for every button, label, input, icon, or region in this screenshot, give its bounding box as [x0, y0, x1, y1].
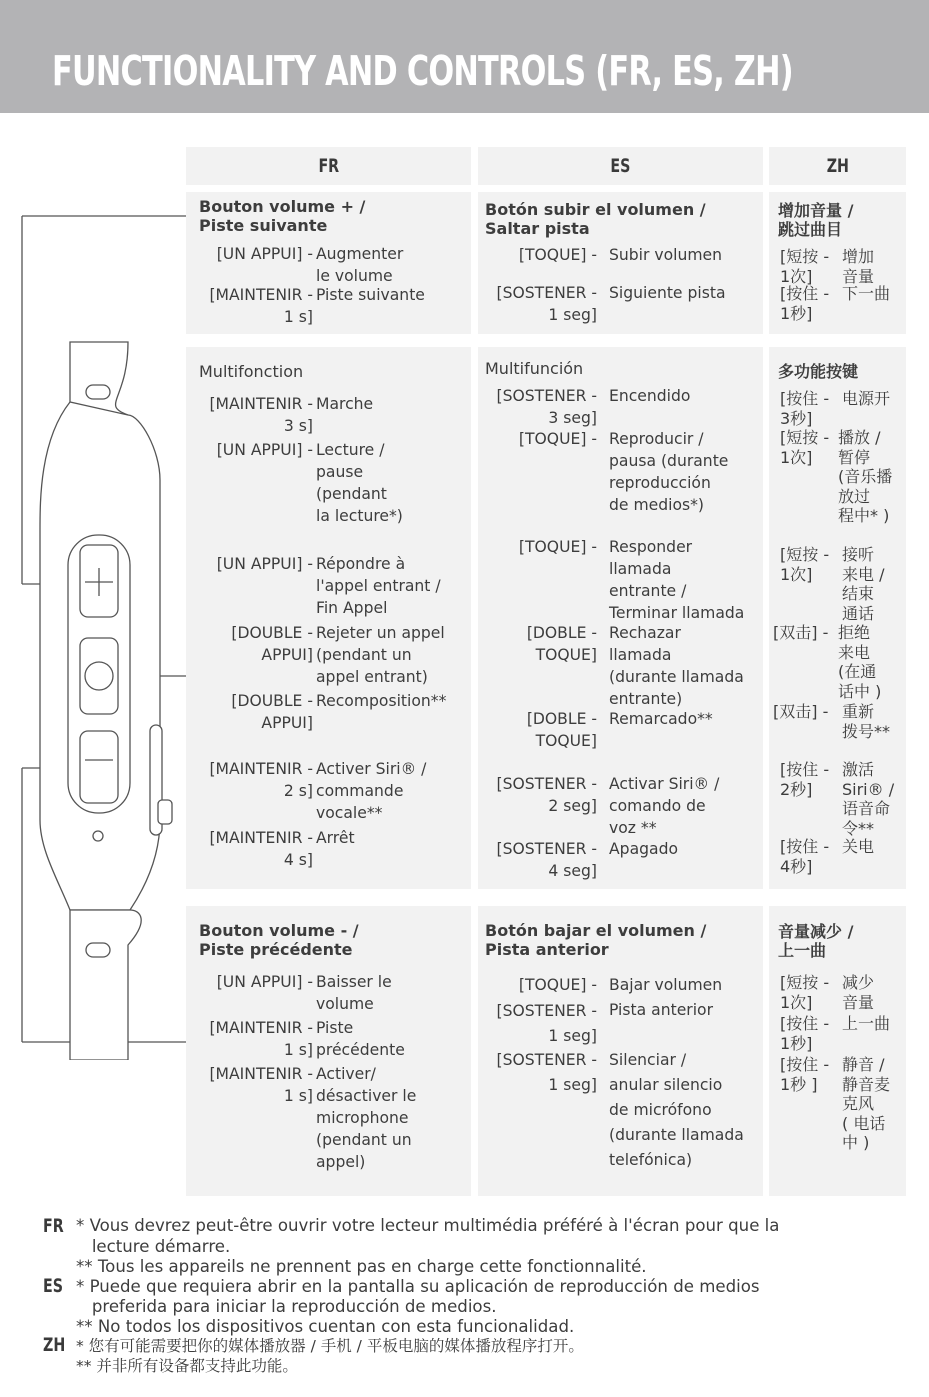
control-key: [SOSTENER - 4 seg] [496, 840, 597, 880]
control-action: Encendido [609, 387, 691, 405]
footnote-line: lecture démarre. [76, 1237, 231, 1256]
control-key: [TOQUE] - [518, 430, 597, 448]
footnote-line: * Vous devrez peut-être ouvrir votre lecteur multimédia préféré à l'écran pour que la [76, 1216, 780, 1235]
cell-title: 音量减少 / 上一曲 [778, 922, 854, 960]
cell-es-volume-down [478, 906, 763, 1196]
control-action: Activer Siri® / commande vocale** [316, 760, 427, 822]
control-key: [UN APPUI] - [216, 555, 313, 573]
cell-title: Botón bajar el volumen / Pista anterior [485, 921, 707, 959]
footnote-line: preferida para iniciar la reproducción de medios. [76, 1297, 497, 1316]
control-action: Siguiente pista [609, 284, 726, 302]
cell-title: Multifunción [485, 359, 584, 378]
control-key: [双击] - [773, 702, 829, 721]
control-key: [SOSTENER - 3 seg] [496, 387, 597, 427]
control-key: [按住 - 1秒 ] [780, 1055, 830, 1094]
control-key: [短按 - 1次] [780, 973, 830, 1012]
cell-title: Bouton volume + / Piste suivante [199, 197, 366, 235]
control-action: Piste suivante [316, 286, 425, 304]
control-key: [TOQUE] - [518, 246, 597, 264]
control-action: Subir volumen [609, 246, 723, 264]
control-key: [按住 - 1秒] [780, 284, 830, 323]
control-action: Répondre à l'appel entrant / Fin Appel [316, 555, 441, 617]
control-key: [MAINTENIR - 3 s] [209, 395, 313, 435]
footnote-lang-fr: FR [43, 1215, 64, 1237]
control-action: Activar Siri® / comando de voz ** [609, 775, 720, 837]
control-action: Recomposition** [316, 692, 447, 710]
control-key: [SOSTENER - 1 seg] [496, 1002, 597, 1045]
column-header-zh: ZH [769, 147, 906, 185]
control-key: [DOBLE - TOQUE] [526, 624, 597, 664]
control-action: Silenciar / anular silencio de micrófono (durante llamada telefónica) [609, 1051, 744, 1169]
cell-title: 多功能按键 [778, 362, 859, 381]
cell-title: Bouton volume - / Piste précédente [199, 921, 359, 959]
control-action: Bajar volumen [609, 976, 723, 994]
control-key: [UN APPUI] - [216, 441, 313, 459]
control-action: 关电 [842, 837, 875, 856]
control-key: [DOUBLE - APPUI] [231, 624, 313, 664]
control-key: [短按 - 1次] [780, 545, 830, 584]
footnote-line: * Puede que requiera abrir en la pantalla su aplicación de reproducción de medios [76, 1277, 760, 1296]
control-action: 增加 音量 [842, 247, 875, 286]
cell-zh-volume-down [769, 906, 906, 1196]
control-key: [MAINTENIR - 2 s] [209, 760, 313, 800]
control-action: 拒绝 来电 (在通 话中 ) [838, 623, 882, 701]
cell-zh-multifunction [769, 347, 906, 889]
control-action: 下一曲 [842, 284, 891, 303]
control-action: Augmenter le volume [316, 245, 404, 285]
control-key: [按住 - 1秒] [780, 1014, 830, 1053]
cell-fr-volume-down [186, 906, 471, 1196]
control-action: Reproducir / pausa (durante reproducción de medios*) [609, 430, 729, 514]
control-key: [MAINTENIR - 1 s] [209, 1019, 313, 1059]
footnote-line: ** No todos los dispositivos cuentan con esta funcionalidad. [76, 1317, 575, 1336]
control-action: 电源开 [842, 389, 891, 408]
control-action: Pista anterior [609, 1001, 713, 1019]
control-action: Remarcado** [609, 710, 713, 728]
cell-zh-volume-up [769, 192, 906, 334]
cell-fr-volume-up [186, 192, 471, 334]
control-action: 减少 音量 [842, 973, 875, 1012]
cell-es-multifunction [478, 347, 763, 889]
page-title: FUNCTIONALITY AND CONTROLS (FR, ES, ZH) [52, 47, 793, 95]
control-key: [按住 - 2秒] [780, 760, 830, 799]
control-key: [MAINTENIR - 1 s] [209, 1065, 313, 1105]
control-key: [MAINTENIR - 4 s] [209, 829, 313, 869]
control-key: [按住 - 3秒] [780, 389, 830, 428]
footnote-line: ** 并非所有设备都支持此功能。 [76, 1357, 298, 1375]
control-action: 上一曲 [842, 1014, 891, 1033]
control-action: 重新 拨号** [842, 702, 891, 741]
control-action: 激活 Siri® / 语音命 令** [842, 760, 895, 838]
cell-title: Multifonction [199, 362, 304, 381]
control-action: Arrêt [316, 829, 355, 847]
control-key: [DOUBLE - APPUI] [231, 692, 313, 732]
control-key: [按住 - 4秒] [780, 837, 830, 876]
column-header-fr: FR [186, 147, 471, 185]
remote-control-illustration [0, 200, 190, 1060]
page-header [0, 0, 929, 113]
control-action: Piste précédente [316, 1019, 405, 1059]
control-key: [SOSTENER - 1 seg] [496, 1051, 597, 1094]
cell-es-volume-up [478, 192, 763, 334]
control-action: Responder llamada entrante / Terminar llamada [609, 538, 745, 622]
footnote-lang-es: ES [43, 1275, 64, 1297]
cell-title: Botón subir el volumen / Saltar pista [485, 200, 706, 238]
footnote-line: * 您有可能需要把你的媒体播放器 / 手机 / 平板电脑的媒体播放程序打开。 [76, 1337, 584, 1355]
control-action: Lecture / pause (pendant la lecture*) [316, 441, 403, 525]
control-key: [TOQUE] - [518, 538, 597, 556]
control-key: [TOQUE] - [518, 976, 597, 994]
control-key: [UN APPUI] - [216, 245, 313, 263]
control-key: [UN APPUI] - [216, 973, 313, 991]
control-key: [短按 - 1次] [780, 247, 830, 286]
control-action: Marche [316, 395, 374, 413]
control-action: Baisser le volume [316, 973, 392, 1013]
control-action: Rechazar llamada (durante llamada entrante) [609, 624, 744, 708]
control-action: 静音 / 静音麦 克风 ( 电话 中 ) [842, 1055, 891, 1152]
control-action: Activer/ désactiver le microphone (pendant un appel) [316, 1065, 417, 1171]
control-key: [MAINTENIR - 1 s] [209, 286, 313, 326]
footnote-line: ** Tous les appareils ne prennent pas en charge cette fonctionnalité. [76, 1257, 647, 1276]
control-action: 播放 / 暂停 (音乐播 放过 程中* ) [838, 428, 893, 525]
footnote-lang-zh: ZH [43, 1334, 66, 1356]
control-key: [双击] - [773, 623, 829, 642]
control-action: Rejeter un appel (pendant un appel entrant) [316, 624, 445, 686]
control-key: [SOSTENER - 1 seg] [496, 284, 597, 324]
cell-title: 增加音量 / 跳过曲目 [778, 201, 854, 239]
control-key: [DOBLE - TOQUE] [526, 710, 597, 750]
column-header-es: ES [478, 147, 763, 185]
control-key: [短按 - 1次] [780, 428, 830, 467]
control-key: [SOSTENER - 2 seg] [496, 775, 597, 815]
cell-fr-multifunction [186, 347, 471, 889]
control-action: Apagado [609, 840, 679, 858]
control-action: 接听 来电 / 结束 通话 [842, 545, 885, 623]
